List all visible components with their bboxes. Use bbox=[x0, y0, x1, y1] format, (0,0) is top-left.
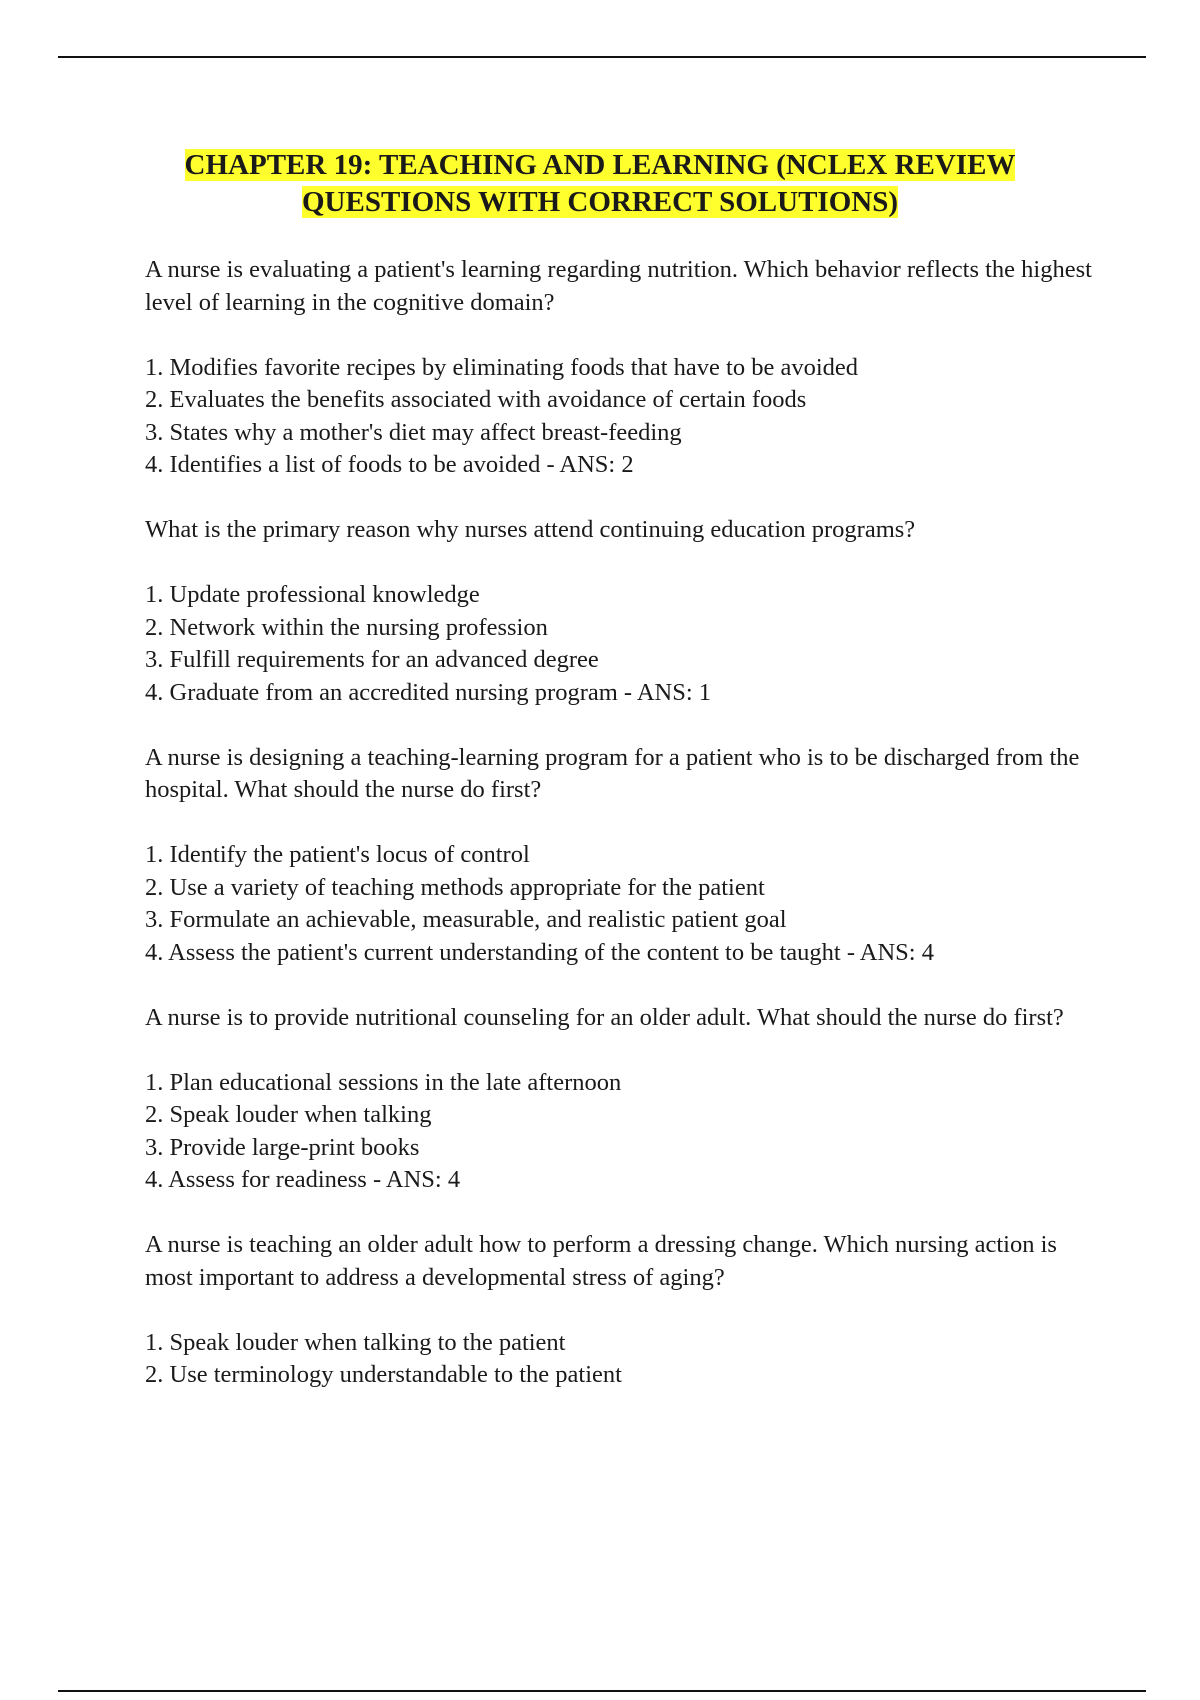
answer-options bbox=[145, 1327, 1105, 1392]
document-title bbox=[100, 147, 1100, 221]
question-block bbox=[145, 1229, 1105, 1392]
option-item: 2. Use terminology understandable to the patient bbox=[145, 1361, 622, 1388]
question-block bbox=[145, 254, 1105, 482]
option-item: 3. States why a mother's diet may affect breast-feeding bbox=[145, 418, 682, 446]
option-item: 4. Assess for readiness - ANS: 4 bbox=[145, 1166, 461, 1193]
question-text: A nurse is to provide nutritional counseling for an older adult. What should the nurse do first? bbox=[145, 1003, 1064, 1031]
question-text: A nurse is designing a teaching-learning program for a patient who is to be discharged from the hospital. What should the nurse do first? bbox=[145, 743, 1080, 803]
question-text: A nurse is evaluating a patient's learning regarding nutrition. Which behavior reflects the highest level of learning in the cognitive domain? bbox=[145, 256, 1092, 316]
question-block bbox=[145, 1002, 1105, 1197]
answer-options bbox=[145, 352, 1105, 482]
option-item: 3. Fulfill requirements for an advanced degree bbox=[145, 646, 599, 673]
answer-options bbox=[145, 579, 1105, 709]
top-rule bbox=[58, 56, 1146, 58]
question-block bbox=[145, 514, 1105, 709]
question-text: A nurse is teaching an older adult how to perform a dressing change. Which nursing action is most important to address a developmental stress of aging? bbox=[145, 1231, 1057, 1291]
option-item: 1. Update professional knowledge bbox=[145, 581, 480, 608]
bottom-rule bbox=[58, 1690, 1146, 1692]
answer-options bbox=[145, 839, 1105, 969]
option-item: 4. Identifies a list of foods to be avoided - ANS: 2 bbox=[145, 451, 634, 478]
option-item: 4. Assess the patient's current understanding of the content to be taught - ANS: 4 bbox=[145, 938, 934, 966]
question-block bbox=[145, 742, 1105, 970]
option-item: 3. Provide large-print books bbox=[145, 1133, 420, 1161]
option-item: 1. Plan educational sessions in the late afternoon bbox=[145, 1068, 622, 1096]
option-item: 4. Graduate from an accredited nursing program - ANS: 1 bbox=[145, 678, 712, 706]
option-item: 2. Network within the nursing profession bbox=[145, 613, 548, 641]
questions-content bbox=[145, 254, 1105, 1392]
option-item: 1. Modifies favorite recipes by eliminating foods that have to be avoided bbox=[145, 353, 859, 381]
answer-options bbox=[145, 1067, 1105, 1197]
option-item: 3. Formulate an achievable, measurable, and realistic patient goal bbox=[145, 906, 787, 933]
title-line-1: CHAPTER 19: TEACHING AND LEARNING (NCLEX REVIEW bbox=[184, 149, 1016, 181]
question-text: What is the primary reason why nurses attend continuing education programs? bbox=[145, 516, 916, 543]
option-item: 2. Evaluates the benefits associated with avoidance of certain foods bbox=[145, 386, 807, 413]
option-item: 1. Speak louder when talking to the patient bbox=[145, 1328, 566, 1356]
title-line-2: QUESTIONS WITH CORRECT SOLUTIONS) bbox=[301, 186, 898, 218]
option-item: 1. Identify the patient's locus of control bbox=[145, 841, 530, 868]
option-item: 2. Use a variety of teaching methods appropriate for the patient bbox=[145, 873, 765, 901]
option-item: 2. Speak louder when talking bbox=[145, 1101, 432, 1128]
